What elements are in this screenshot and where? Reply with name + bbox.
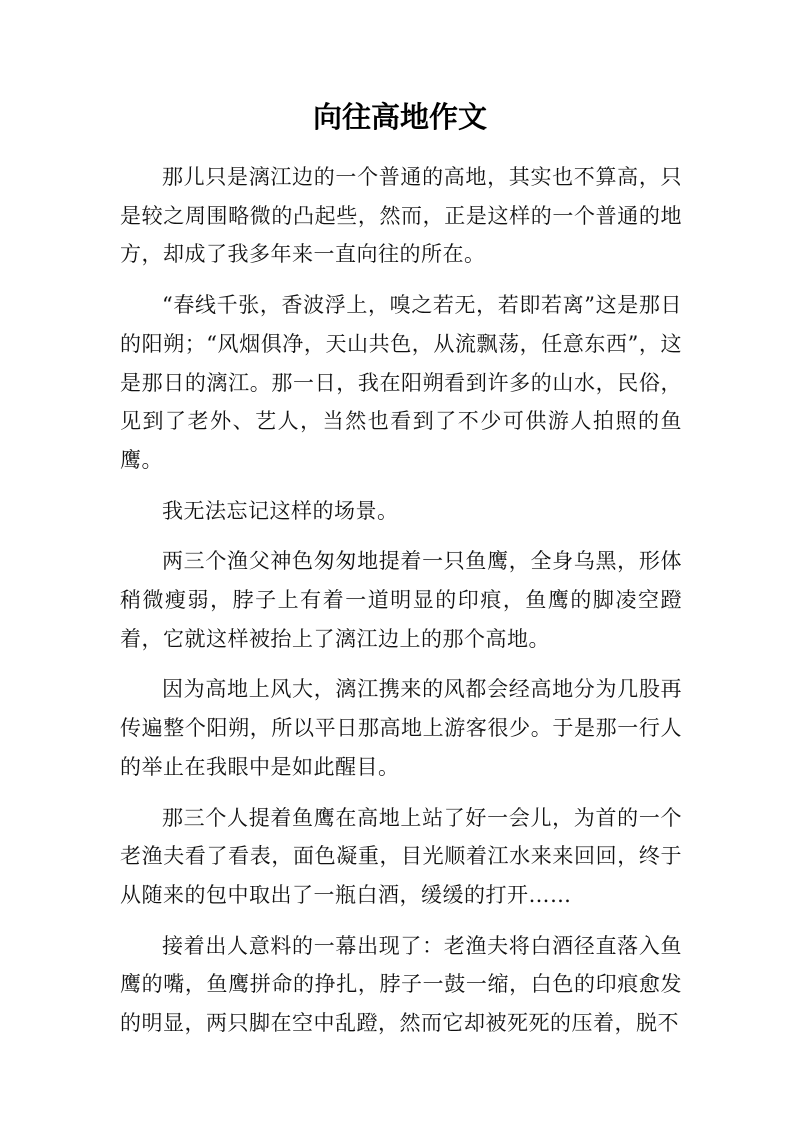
- paragraph-6: 那三个人提着鱼鹰在高地上站了好一会儿，为首的一个老渔夫看了看表，面色凝重，目光顺着江水来来回回，终于从随来的包中取出了一瓶白酒，缓缓的打开……: [120, 805, 682, 907]
- document-body: [120, 158, 682, 1055]
- paragraph-1: 那儿只是漓江边的一个普通的高地，其实也不算高，只是较之周围略微的凸起些，然而，正是这样的一个普通的地方，却成了我多年来一直向往的所在。: [120, 165, 682, 267]
- paragraph-2: “春线千张，香波浮上，嗅之若无，若即若离”这是那日的阳朔；“风烟俱净，天山共色，从流飘荡，任意东西”，这是那日的漓江。那一日，我在阳朔看到许多的山水，民俗，见到了老外、艺人，当然也看到了不少可供游人拍照的鱼鹰。: [120, 293, 682, 472]
- paragraph-7: 接着出人意料的一幕出现了：老渔夫将白酒径直落入鱼鹰的嘴，鱼鹰拼命的挣扎，脖子一鼓一缩，白色的印痕愈发的明显，两只脚在空中乱蹬，然而它却被死死的压着，脱不: [120, 933, 682, 1036]
- paragraph-4: 两三个渔父神色匆匆地提着一只鱼鹰，全身乌黑，形体稍微瘦弱，脖子上有着一道明显的印痕，鱼鹰的脚凌空蹬着，它就这样被抬上了漓江边上的那个高地。: [120, 549, 682, 651]
- paragraph-5: 因为高地上风大，漓江携来的风都会经高地分为几股再传遍整个阳朔，所以平日那高地上游客很少。于是那一行人的举止在我眼中是如此醒目。: [120, 677, 682, 779]
- paragraph-3: 我无法忘记这样的场景。: [162, 498, 399, 523]
- document-title: 向往高地作文: [312, 100, 487, 134]
